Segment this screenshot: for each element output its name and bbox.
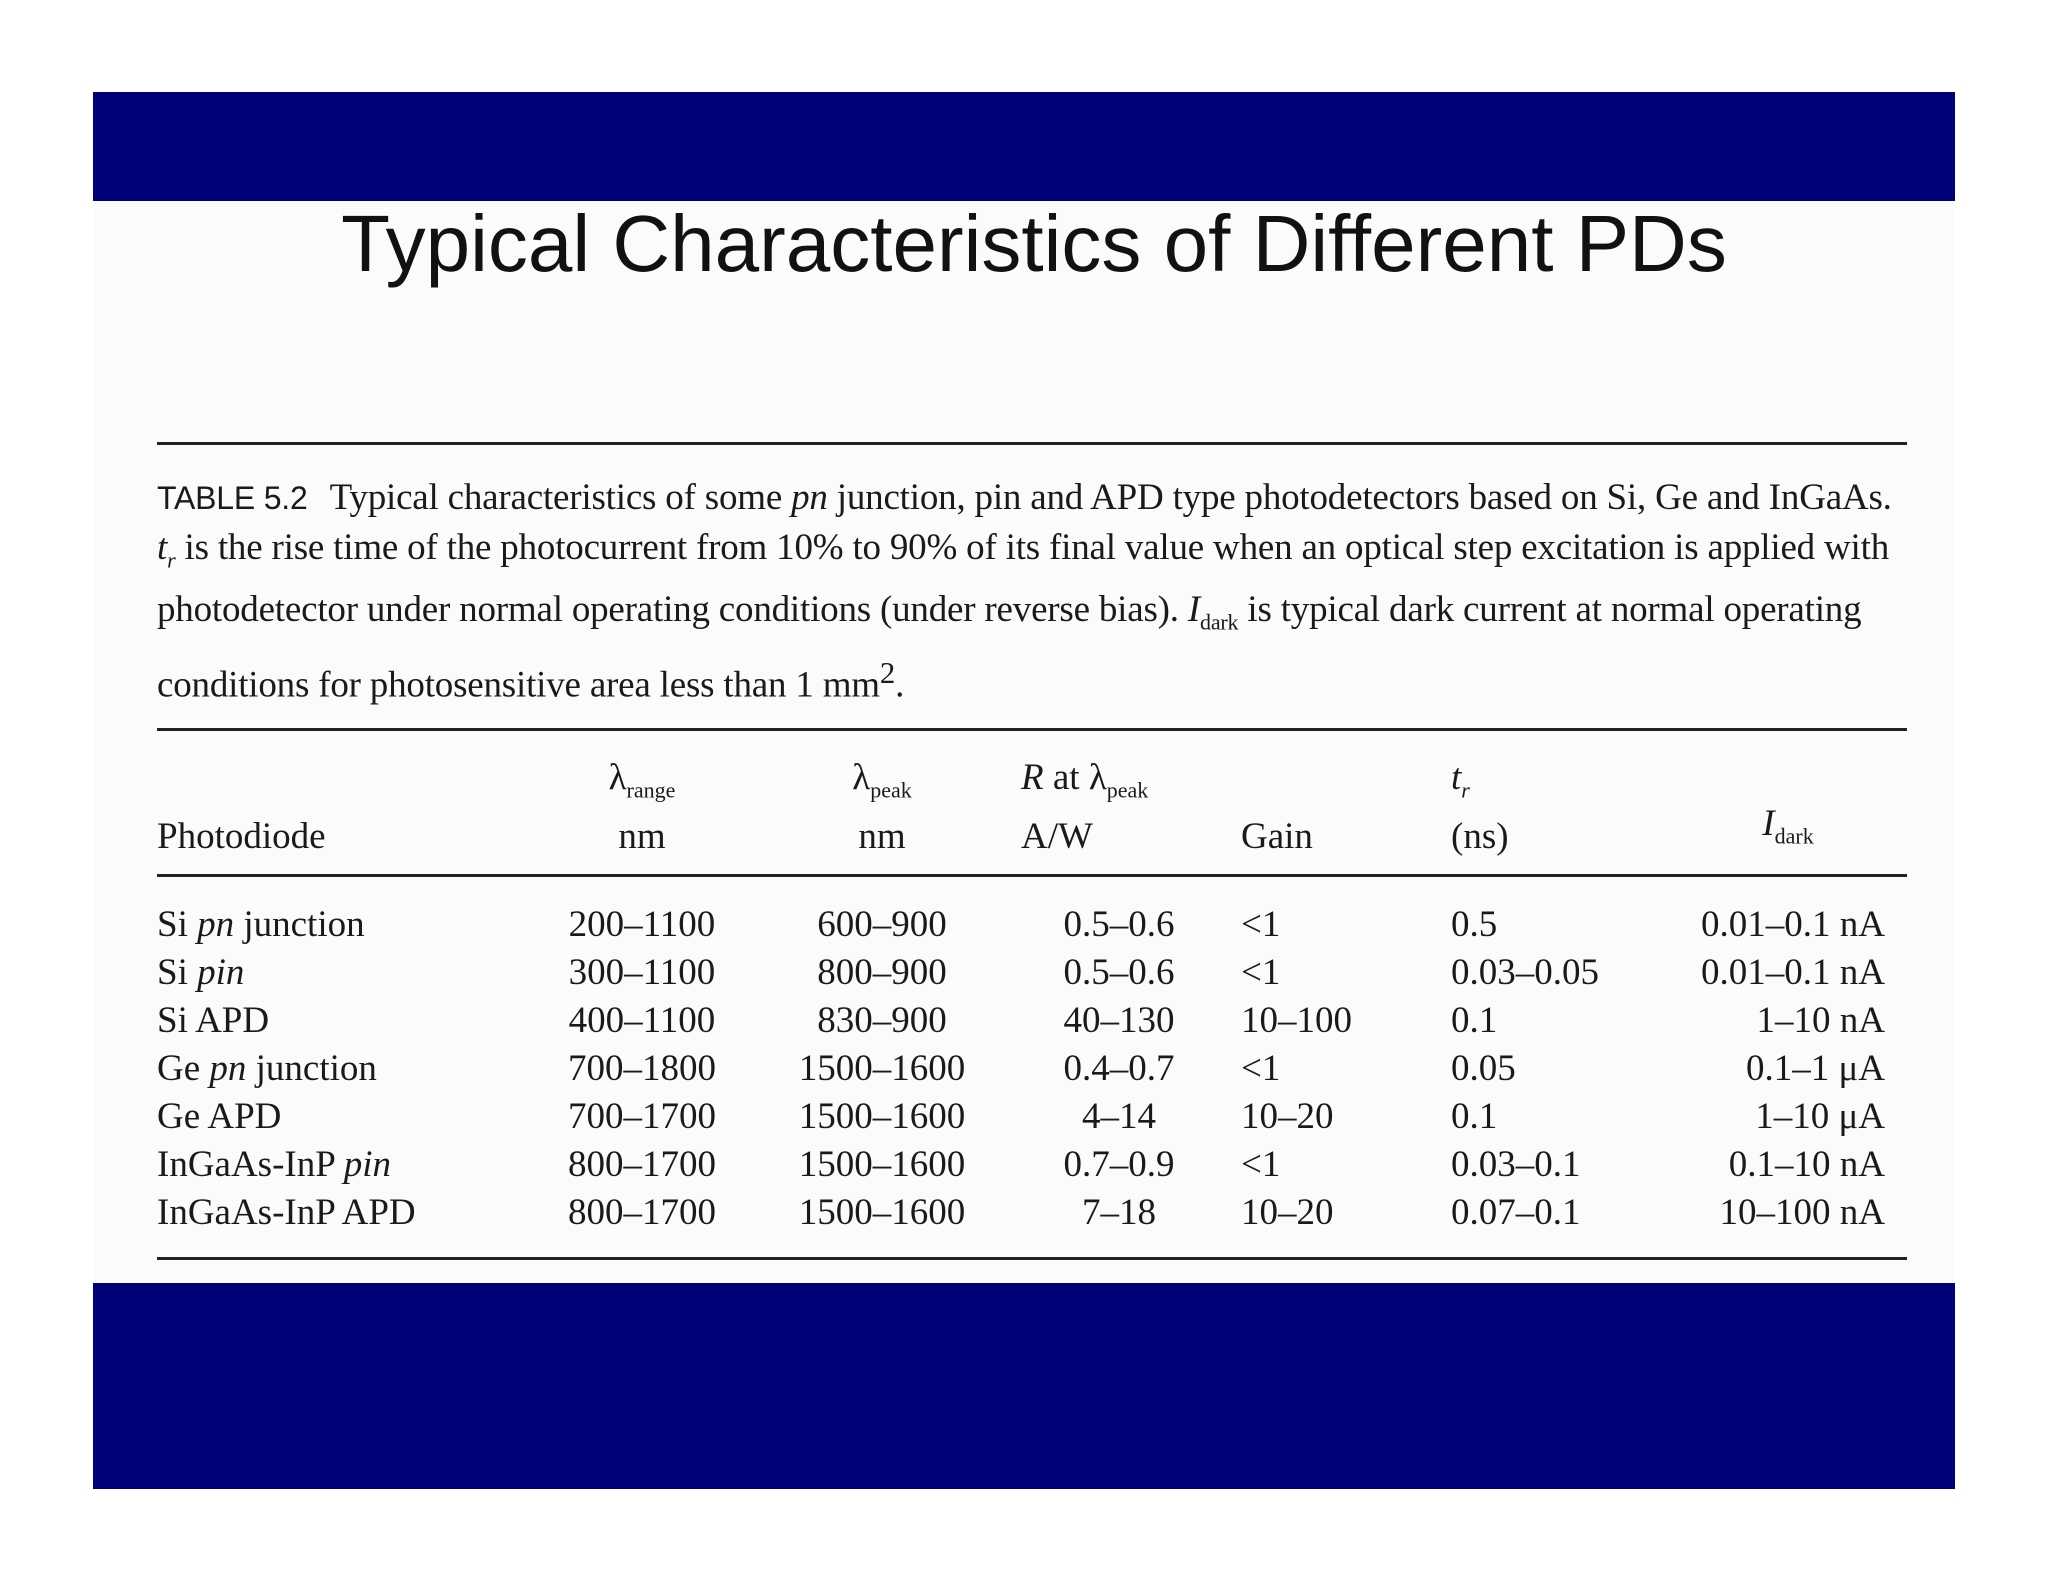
cell-photodiode	[157, 1093, 527, 1141]
caption-superscript: 2	[879, 655, 896, 690]
cell-photodiode	[157, 1189, 527, 1259]
table-row	[157, 949, 1907, 997]
photodiode-name-part: InGaAs-InP	[157, 1143, 344, 1185]
photodiode-name-part: pn	[209, 1047, 247, 1089]
lambda-symbol: λ	[852, 757, 871, 799]
cell-dark-current: 0.01–0.1 nA	[1701, 951, 1885, 993]
cell-photodiode	[157, 997, 527, 1045]
header-rise-time	[1451, 730, 1691, 875]
cell-wavelength-peak: 1500–1600	[798, 1095, 966, 1137]
caption-tr-symbol: t	[157, 527, 168, 568]
table-row	[157, 1189, 1907, 1259]
table-label: TABLE 5.2	[157, 480, 308, 516]
cell-wavelength-peak: 1500–1600	[757, 1189, 1007, 1259]
cell-wavelength-range: 200–1100	[568, 903, 716, 945]
cell-rise-time: 0.03–0.1	[1451, 1143, 1581, 1185]
rise-time-subscript: r	[1461, 777, 1470, 803]
table-row	[157, 997, 1907, 1045]
photodiode-name-part: pn	[197, 903, 235, 945]
photodiode-name-part: pin	[197, 951, 245, 993]
slide	[93, 92, 1955, 1489]
caption-text: is the rise time of the photocurrent from 10% to 90% of its final value when an optical step excitation is applied with photodetector under normal operating conditions (under reverse bias).	[157, 527, 1890, 631]
photodiode-name-part: Si APD	[157, 999, 270, 1041]
photodiode-name-part: pin	[343, 1143, 391, 1185]
header-lambda-range	[527, 730, 757, 875]
caption-text: junction, pin and APD type photodetectors based on Si, Ge and InGaAs.	[827, 477, 1892, 518]
dark-current-symbol: I	[1762, 803, 1775, 845]
cell-responsivity: 0.5–0.6	[1063, 903, 1175, 945]
cell-photodiode	[157, 949, 527, 997]
cell-rise-time: 0.07–0.1	[1451, 1189, 1691, 1259]
cell-gain: <1	[1241, 1143, 1281, 1185]
caption-text: .	[895, 664, 905, 706]
cell-rise-time: 0.1	[1451, 999, 1498, 1041]
caption-text: Typical characteristics of some	[329, 477, 792, 518]
rise-time-symbol: t	[1451, 757, 1462, 799]
cell-dark-current: 1–10 μA	[1755, 1095, 1885, 1137]
responsivity-symbol: R	[1021, 757, 1044, 799]
cell-wavelength-peak: 600–900	[817, 903, 947, 945]
photodiode-name-part: Ge APD	[157, 1095, 282, 1137]
cell-rise-time: 0.05	[1451, 1047, 1516, 1089]
cell-dark-current: 0.1–1 μA	[1745, 1047, 1885, 1089]
cell-wavelength-peak: 800–900	[817, 951, 947, 993]
bottom-banner-bar	[93, 1283, 1955, 1489]
header-gain: Gain	[1231, 730, 1451, 875]
photodiode-name-part: InGaAs-InP APD	[157, 1191, 416, 1233]
caption-idark-subscript: dark	[1200, 609, 1239, 635]
cell-wavelength-range: 800–1700	[568, 1143, 716, 1185]
caption-pn: pn	[791, 477, 828, 518]
cell-dark-current: 0.1–10 nA	[1728, 1143, 1885, 1185]
photodiode-name-part: junction	[234, 903, 365, 945]
cell-gain: 10–20	[1241, 1095, 1334, 1137]
caption-text: is typical dark current at normal operating conditions for photosensitive area less than 1 mm	[157, 589, 1862, 706]
table-row	[157, 1045, 1907, 1093]
cell-wavelength-range: 700–1700	[568, 1095, 716, 1137]
cell-wavelength-range: 700–1800	[568, 1047, 716, 1089]
slide-title: Typical Characteristics of Different PDs	[341, 199, 1727, 288]
cell-gain: 10–20	[1231, 1189, 1451, 1259]
unit-label: nm	[858, 815, 906, 857]
header-dark-current	[1691, 730, 1907, 875]
table-caption	[157, 473, 1907, 710]
cell-photodiode	[157, 1141, 527, 1189]
dark-subscript: dark	[1774, 823, 1814, 849]
photodiode-name-part: Si	[157, 951, 198, 993]
photodiode-name-part: Ge	[157, 1047, 210, 1089]
characteristics-table	[157, 728, 1907, 1259]
unit-label: nm	[618, 815, 666, 857]
cell-wavelength-peak: 830–900	[817, 999, 947, 1041]
cell-wavelength-range: 800–1700	[527, 1189, 757, 1259]
photodiode-name-part: Si	[157, 903, 198, 945]
cell-wavelength-peak: 1500–1600	[798, 1047, 966, 1089]
cell-dark-current: 1–10 nA	[1756, 999, 1885, 1041]
lambda-symbol: λ	[608, 757, 627, 799]
header-photodiode: Photodiode	[157, 730, 527, 875]
unit-label: (ns)	[1451, 815, 1509, 857]
cell-responsivity: 7–18	[1007, 1189, 1231, 1259]
header-responsivity	[1007, 730, 1231, 875]
cell-responsivity: 0.4–0.7	[1063, 1047, 1175, 1089]
cell-gain: 10–100	[1241, 999, 1352, 1041]
cell-gain: <1	[1241, 1047, 1281, 1089]
cell-photodiode	[157, 875, 527, 949]
cell-rise-time: 0.5	[1451, 903, 1498, 945]
cell-responsivity: 0.7–0.9	[1063, 1143, 1175, 1185]
unit-label: A/W	[1021, 815, 1093, 857]
cell-wavelength-range: 400–1100	[568, 999, 716, 1041]
cell-photodiode	[157, 1045, 527, 1093]
cell-gain: <1	[1241, 951, 1281, 993]
cell-responsivity: 0.5–0.6	[1063, 951, 1175, 993]
table-figure	[157, 442, 1907, 1260]
top-banner-bar	[93, 92, 1955, 201]
table-row	[157, 1141, 1907, 1189]
table-row	[157, 875, 1907, 949]
cell-wavelength-peak: 1500–1600	[798, 1143, 966, 1185]
range-subscript: range	[626, 777, 676, 803]
top-rule	[157, 442, 1907, 445]
header-row	[157, 730, 1907, 875]
lambda-symbol: λ	[1088, 757, 1107, 799]
photodiode-name-part: junction	[246, 1047, 377, 1089]
cell-wavelength-range: 300–1100	[568, 951, 716, 993]
caption-tr-subscript: r	[167, 547, 176, 573]
table-row	[157, 1093, 1907, 1141]
cell-rise-time: 0.03–0.05	[1451, 951, 1599, 993]
at-text: at	[1043, 757, 1089, 799]
caption-idark-symbol: I	[1187, 589, 1201, 631]
cell-dark-current: 0.01–0.1 nA	[1701, 903, 1885, 945]
cell-rise-time: 0.1	[1451, 1095, 1498, 1137]
cell-responsivity: 4–14	[1082, 1095, 1156, 1137]
cell-gain: <1	[1241, 903, 1281, 945]
cell-dark-current: 10–100 nA	[1691, 1189, 1907, 1259]
peak-subscript: peak	[1106, 777, 1149, 803]
header-lambda-peak	[757, 730, 1007, 875]
cell-responsivity: 40–130	[1063, 999, 1175, 1041]
peak-subscript: peak	[870, 777, 912, 803]
